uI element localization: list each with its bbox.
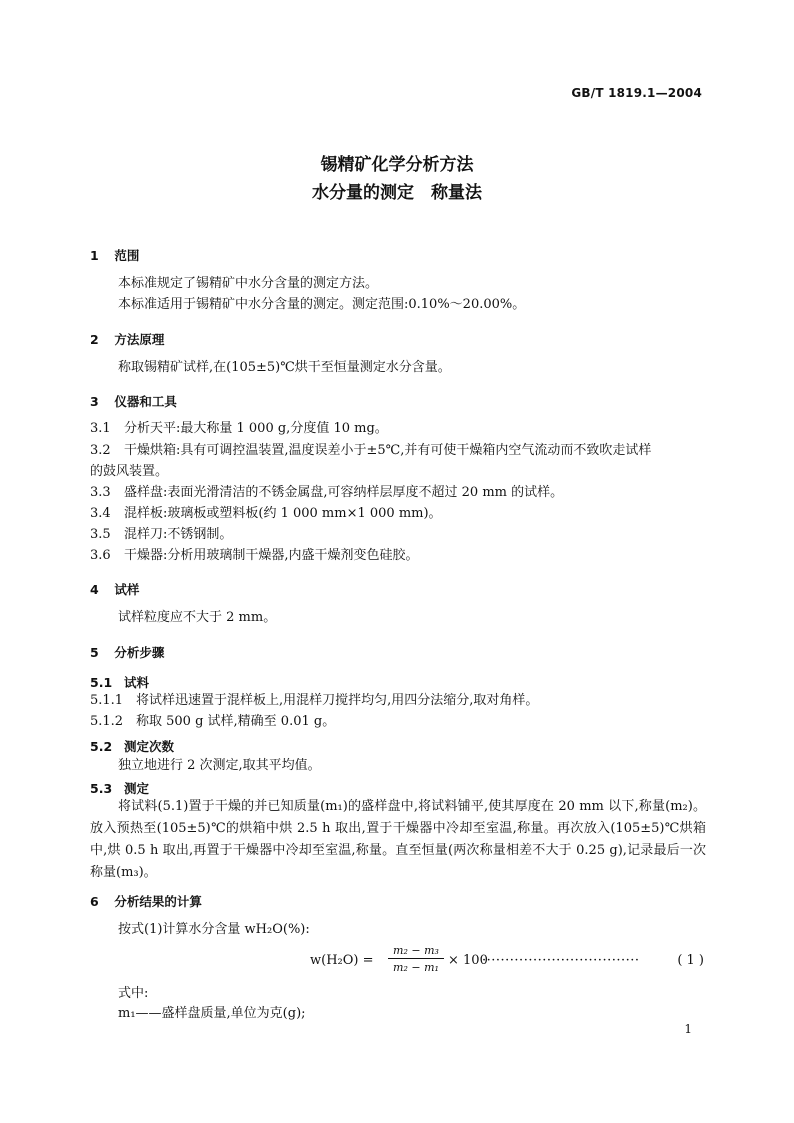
section-2-para-1: 称取锡精矿试样,在(105±5)℃烘干至恒量测定水分含量。 — [118, 360, 451, 375]
clause-text: 干燥器:分析用玻璃制干燥器,内盛干燥剂变色硅胶。 — [124, 548, 419, 563]
section-4-heading — [90, 580, 139, 598]
clause-text: 盛样盘:表面光滑清洁的不锈金属盘,可容纳样层厚度不超过 20 mm 的试样。 — [124, 485, 564, 500]
clause-3-6 — [90, 545, 706, 567]
clause-number: 5.2 — [90, 739, 113, 754]
subsection-title: 测定 — [124, 781, 150, 796]
formula-denominator: m₂ − m₁ — [393, 961, 439, 974]
clause-number: 3.1 — [90, 421, 111, 436]
clause-text: 分析天平:最大称量 1 000 g,分度值 10 mg。 — [124, 421, 388, 436]
clause-number: 3.3 — [90, 485, 111, 500]
section-number: 3 — [90, 394, 99, 409]
subsection-5-1-heading — [90, 673, 149, 691]
section-3-heading — [90, 392, 177, 410]
subsection-title: 测定次数 — [124, 739, 175, 754]
section-title: 试样 — [114, 582, 140, 597]
clause-3-4 — [90, 503, 706, 525]
clause-3-2 — [90, 440, 706, 462]
section-number: 4 — [90, 582, 99, 597]
section-title: 范围 — [114, 248, 140, 263]
standard-code: GB/T 1819.1—2004 — [571, 86, 702, 100]
section-4-para-1: 试样粒度应不大于 2 mm。 — [118, 610, 277, 625]
clause-number: 5.1 — [90, 675, 113, 690]
clause-number: 3.6 — [90, 548, 111, 563]
clause-text: 混样刀:不锈钢制。 — [124, 527, 233, 542]
formula-multiplier: × 100 — [448, 953, 488, 968]
section-number: 6 — [90, 894, 99, 909]
formula-numerator: m₂ − m₃ — [388, 944, 444, 959]
formula-number: ( 1 ) — [677, 953, 704, 968]
section-number: 5 — [90, 645, 99, 660]
section-1-para-1: 本标准规定了锡精矿中水分含量的测定方法。 — [118, 276, 379, 291]
formula-leader-dots: ·································· — [482, 953, 640, 968]
clause-number: 3.2 — [90, 443, 111, 458]
section-title: 分析步骤 — [114, 645, 165, 660]
clause-number: 5.3 — [90, 781, 113, 796]
variable-definition-m1: m₁——盛样盘质量,单位为克(g); — [118, 1006, 306, 1021]
clause-text: 称取 500 g 试样,精确至 0.01 g。 — [136, 714, 336, 729]
section-5-heading — [90, 643, 164, 661]
clause-3-1 — [90, 418, 706, 440]
clause-number: 3.5 — [90, 527, 111, 542]
section-1-heading — [90, 246, 139, 264]
subsection-5-3-text: 将试料(5.1)置于干燥的并已知质量(m₁)的盛样盘中,将试料铺平,使其厚度在 20 mm 以下,称量(m₂)。放入预热至(105±5)℃的烘箱中烘 2.5 h 取出,置于干燥器中冷却至室温,称量。再次放入(105±5)℃烘箱中,烘 0.5 h 取出,再置于干燥器中冷却至室温,称量。直至恒量(两次称量相差不大于 0.25 g),记录最后一次称量(m₃)。 — [90, 799, 706, 880]
document-title-line-2: 水分量的测定 称量法 — [312, 183, 482, 203]
clause-text: 混样板:玻璃板或塑料板(约 1 000 mm×1 000 mm)。 — [124, 506, 442, 521]
clause-5-1-2 — [90, 711, 706, 733]
subsection-5-3-heading — [90, 779, 149, 797]
formula-lhs: w(H₂O) = — [310, 953, 374, 968]
clause-text: 的鼓风装置。 — [90, 464, 169, 479]
clause-number: 5.1.1 — [90, 693, 124, 708]
section-number: 2 — [90, 332, 99, 347]
clause-number: 5.1.2 — [90, 714, 124, 729]
section-number: 1 — [90, 248, 99, 263]
section-6-heading — [90, 892, 202, 910]
document-title-line-1: 锡精矿化学分析方法 — [320, 155, 474, 175]
where-label: 式中: — [118, 986, 149, 1001]
clause-3-2-continued — [90, 461, 706, 483]
clause-3-3 — [90, 482, 706, 504]
section-6-intro: 按式(1)计算水分含量 wH₂O(%): — [118, 922, 310, 937]
clause-5-1-1 — [90, 690, 706, 712]
subsection-title: 试料 — [124, 675, 150, 690]
section-title: 分析结果的计算 — [114, 894, 202, 909]
section-title: 仪器和工具 — [114, 394, 177, 409]
section-title: 方法原理 — [114, 332, 165, 347]
clause-text: 将试样迅速置于混样板上,用混样刀搅拌均匀,用四分法缩分,取对角样。 — [136, 693, 539, 708]
clause-number: 3.4 — [90, 506, 111, 521]
subsection-5-2-heading — [90, 737, 174, 755]
clause-3-5 — [90, 524, 706, 546]
section-2-heading — [90, 330, 164, 348]
clause-text: 干燥烘箱:具有可调控温装置,温度误差小于±5℃,并有可使干燥箱内空气流动而不致吹走试样 — [124, 443, 652, 458]
formula-1 — [310, 944, 710, 978]
formula-fraction — [388, 944, 444, 974]
section-1-para-2: 本标准适用于锡精矿中水分含量的测定。测定范围:0.10%～20.00%。 — [118, 297, 526, 312]
subsection-5-2-text: 独立地进行 2 次测定,取其平均值。 — [118, 758, 321, 773]
page-number: 1 — [684, 1022, 692, 1036]
